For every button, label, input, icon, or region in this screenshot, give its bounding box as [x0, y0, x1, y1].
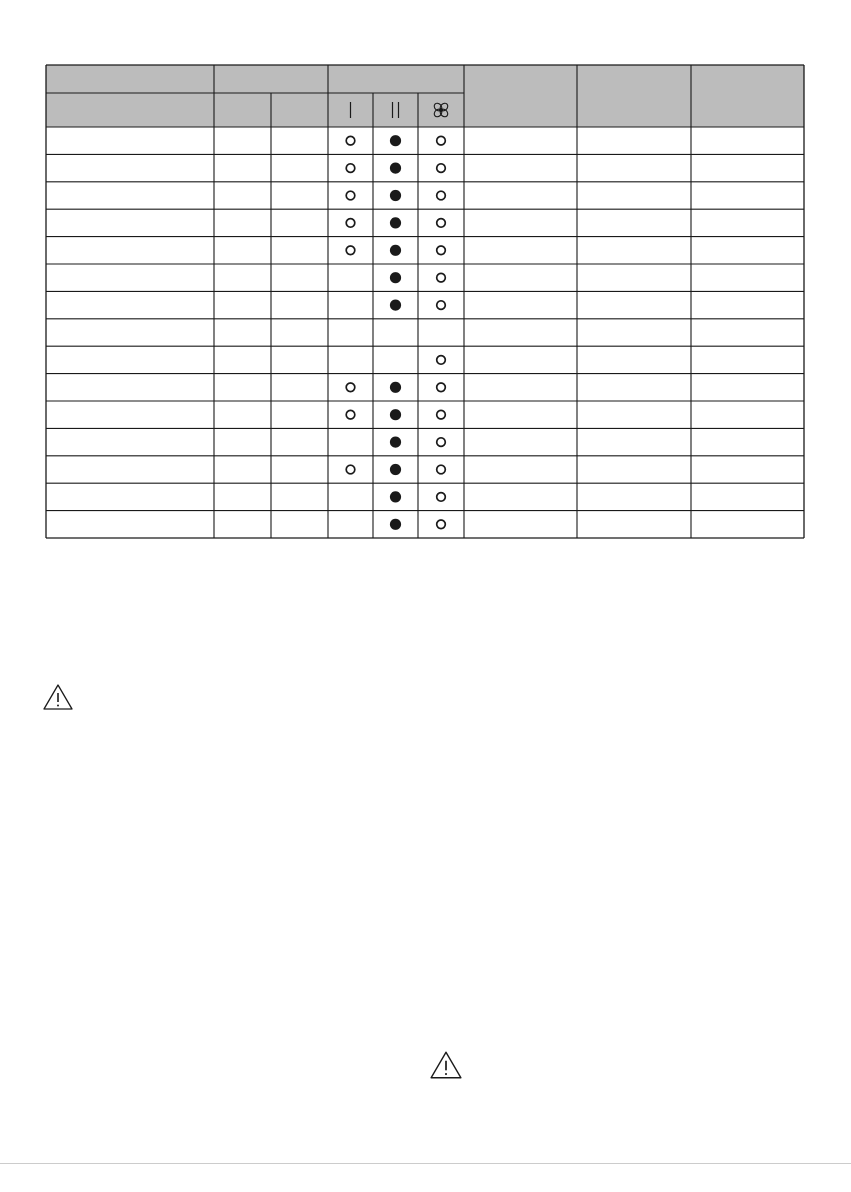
table-header [46, 65, 804, 127]
filled-circle-marker [390, 163, 401, 174]
open-circle-marker [437, 164, 446, 173]
open-circle-marker [346, 164, 355, 173]
open-circle-marker [346, 246, 355, 255]
open-circle-marker [346, 410, 355, 419]
filled-circle-marker [390, 245, 401, 256]
filled-circle-marker [390, 437, 401, 448]
open-circle-marker [437, 356, 446, 365]
open-circle-marker [437, 246, 446, 255]
open-circle-marker [346, 136, 355, 145]
filled-circle-marker [390, 491, 401, 502]
filled-circle-marker [390, 382, 401, 393]
warning-triangle-icon [42, 683, 74, 711]
open-circle-marker [437, 520, 446, 529]
open-circle-marker [346, 219, 355, 228]
open-circle-marker [346, 191, 355, 200]
filled-circle-marker [390, 272, 401, 283]
open-circle-marker [437, 410, 446, 419]
open-circle-marker [346, 465, 355, 474]
filled-circle-marker [390, 300, 401, 311]
filled-circle-marker [390, 135, 401, 146]
filled-circle-marker [390, 409, 401, 420]
filled-circle-marker [390, 519, 401, 530]
open-circle-marker [437, 219, 446, 228]
page-bottom-rule [0, 1163, 851, 1164]
open-circle-marker [437, 191, 446, 200]
open-circle-marker [437, 438, 446, 447]
warning-triangle-icon [429, 1050, 463, 1080]
open-circle-marker [437, 273, 446, 282]
filled-circle-marker [390, 464, 401, 475]
filled-circle-marker [390, 190, 401, 201]
open-circle-marker [437, 465, 446, 474]
open-circle-marker [437, 383, 446, 392]
open-circle-marker [346, 383, 355, 392]
open-circle-marker [437, 301, 446, 310]
filled-circle-marker [390, 217, 401, 228]
open-circle-marker [437, 493, 446, 502]
open-circle-marker [437, 136, 446, 145]
